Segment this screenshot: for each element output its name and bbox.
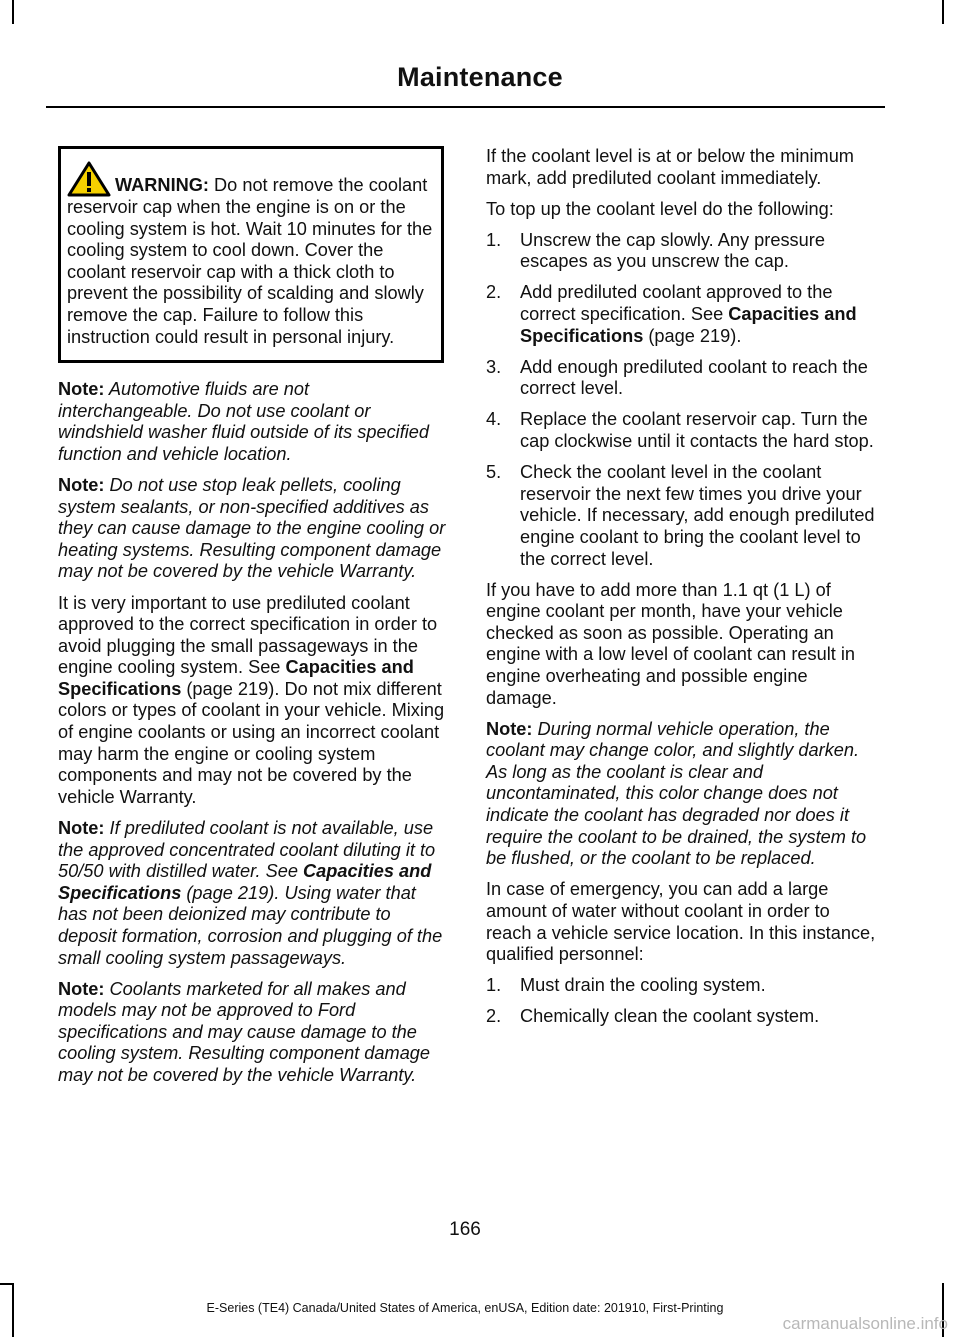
list-number: 1. (486, 229, 502, 250)
list-number: 1. (486, 975, 502, 996)
paragraph-minimum-mark: If the coolant level is at or below the minimum mark, add prediluted coolant immediately. (486, 146, 854, 188)
paragraph-text: It is very important to use prediluted coolant approved to the correct specification in order to avoid plugging the small passageways in the engine cooling system. See (58, 592, 438, 678)
note-text: During normal vehicle operation, the coolant may change color, and slightly darken. As long as the coolant is clear and uncontaminated, this color change does not indicate the coolant has degraded nor does it require the coolant to be drained, the system to be flushed, or the coolant to be replaced. (486, 718, 867, 869)
note-stop-leak (58, 475, 448, 583)
list-item (486, 462, 880, 570)
note-text: Do not use stop leak pellets, cooling system sealants, or non-specified additives as they can cause damage to the engine cooling or heating systems. Resulting component damage may not be covered by the vehicle Warranty. (58, 475, 446, 582)
crop-mark-bottom-left-h (0, 1283, 12, 1285)
list-text: Add enough prediluted coolant to reach the correct level. (520, 356, 868, 399)
capacities-link[interactable]: Capacities and Specifications (58, 657, 414, 699)
list-item (486, 230, 880, 273)
list-item (486, 409, 880, 452)
list-number: 2. (486, 1006, 502, 1027)
list-text: Must drain the cooling system. (520, 975, 766, 996)
list-text-part: Add prediluted coolant approved to the correct specification. See (520, 282, 833, 325)
crop-mark-top-right (942, 0, 944, 24)
paragraph-top-up-intro: To top up the coolant level do the following: (486, 198, 834, 219)
watermark: carmanualsonline.info (782, 1314, 948, 1333)
list-text: Unscrew the cap slowly. Any pressure escapes as you unscrew the cap. (520, 229, 825, 272)
note-label: Note: (58, 817, 105, 838)
list-text: Check the coolant level in the coolant reservoir the next few times you drive your vehicle. If necessary, add enough prediluted engine coolant to bring the coolant level to the correct level. (520, 462, 875, 569)
note-text: Automotive fluids are not interchangeable. Do not use coolant or windshield washer fluid outside of its specified function and vehicle location. (58, 379, 430, 464)
list-number: 2. (486, 282, 502, 303)
list-text: Replace the coolant reservoir cap. Turn the cap clockwise until it contacts the hard stop. (520, 409, 874, 452)
note-coolants-marketed (58, 979, 448, 1087)
list-text (520, 282, 880, 347)
paragraph-text: (page 219). Do not mix different colors or types of coolant in your vehicle. Mixing of engine coolants or using an incorrect coolant may harm the engine or cooling system components and may not be covered by the vehicle Warranty. (58, 678, 445, 807)
header-divider (46, 106, 885, 108)
warning-triangle-icon (67, 161, 111, 197)
note-text: If prediluted coolant is not available, use the approved concentrated coolant diluting it to 50/50 with distilled water. See (58, 817, 436, 882)
note-automotive-fluids (58, 379, 448, 465)
list-number: 5. (486, 462, 502, 483)
list-number: 3. (486, 356, 502, 377)
warning-text: Do not remove the coolant reservoir cap when the engine is on or the cooling system is hot. Wait 10 minutes for the cooling system to cool down. Cover the coolant reservoir cap with a thick cloth to prevent the possibility of scalding and slowly remove the cap. Failure to follow this instruction could result in personal injury. (67, 175, 433, 347)
list-text-part: (page 219). (643, 325, 742, 346)
list-item (486, 282, 880, 347)
note-label: Note: (58, 379, 105, 400)
list-item (486, 975, 880, 997)
warning-label: WARNING: (115, 175, 209, 195)
list-item (486, 1006, 880, 1028)
note-label: Note: (58, 475, 105, 496)
note-color-change (486, 719, 880, 870)
capacities-link[interactable]: Capacities and Specifications (520, 304, 857, 346)
capacities-link[interactable]: Capacities and Specifications (58, 861, 432, 903)
footer-edition-info: E-Series (TE4) Canada/United States of America, enUSA, Edition date: 201910, First-Printing (206, 1301, 724, 1315)
list-number: 4. (486, 409, 502, 430)
note-text: (page 219). Using water that has not been deionized may contribute to deposit formation, corrosion and plugging of the small cooling system passageways. (58, 882, 443, 968)
list-text: Chemically clean the coolant system. (520, 1006, 820, 1027)
right-column (486, 146, 880, 1037)
paragraph-add-more: If you have to add more than 1.1 qt (1 L) of engine coolant per month, have your vehicle checked as soon as possible. Operating an engine with a low level of coolant can result in engine overheating and possible engine damage. (486, 579, 856, 708)
page-title: Maintenance (397, 62, 563, 92)
paragraph-emergency: In case of emergency, you can add a large amount of water without coolant in order to reach a vehicle service location. In this instance, qualified personnel: (486, 879, 876, 965)
note-label: Note: (58, 978, 105, 999)
crop-mark-top-left (12, 0, 14, 24)
paragraph-prediluted-coolant (58, 593, 448, 809)
page-number: 166 (449, 1219, 481, 1240)
warning-box (58, 146, 444, 363)
note-text: Coolants marketed for all makes and models may not be approved to Ford specifications and may cause damage to the cooling system. Resulting component damage may not be covered by the vehicle Warranty. (58, 978, 431, 1085)
note-concentrated-coolant (58, 818, 448, 969)
left-column (58, 146, 448, 1096)
list-item (486, 357, 880, 400)
note-label: Note: (486, 718, 533, 739)
